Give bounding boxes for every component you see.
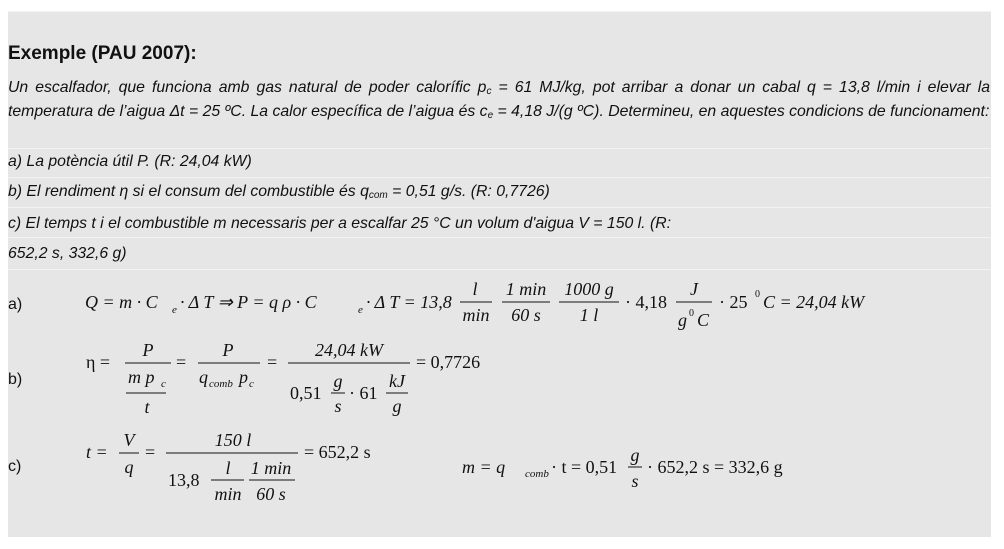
svg-text:p: p xyxy=(239,367,248,387)
svg-text:60 s: 60 s xyxy=(256,484,286,504)
svg-text:l: l xyxy=(225,458,231,478)
question-c-line2: 652,2 s, 332,6 g) xyxy=(8,245,127,262)
svg-text:· 25: · 25 xyxy=(719,292,748,312)
svg-text:q: q xyxy=(199,367,208,387)
question-b: b) El rendiment η si el consum del combustible és $q_{com} = 0,51$ g/s. (R: 0,7726) xyxy=(8,183,550,201)
svg-text:e: e xyxy=(172,304,177,316)
svg-text:C: C xyxy=(697,310,710,330)
svg-text:· t = 0,51: · t = 0,51 xyxy=(551,457,618,477)
svg-text:g: g xyxy=(630,445,640,465)
svg-text:0,51: 0,51 xyxy=(290,383,322,403)
svg-text:kJ: kJ xyxy=(389,371,405,391)
svg-text:60 s: 60 s xyxy=(511,305,541,325)
svg-text:P: P xyxy=(222,340,234,360)
svg-text:C = 24,04 kW: C = 24,04 kW xyxy=(763,292,865,312)
label-a: a) xyxy=(8,296,23,313)
svg-text:1 l: 1 l xyxy=(579,305,599,325)
svg-text:e: e xyxy=(358,304,363,316)
svg-text:· Δ T ⇒ P = q ρ · C: · Δ T ⇒ P = q ρ · C xyxy=(180,292,317,312)
svg-text:=: = xyxy=(267,352,278,372)
svg-text:150 l: 150 l xyxy=(214,430,252,450)
svg-text:min: min xyxy=(214,484,242,504)
svg-text:Q = m · C: Q = m · C xyxy=(85,292,158,312)
svg-text:=: = xyxy=(176,352,187,372)
svg-text:min: min xyxy=(462,305,490,325)
svg-text:g: g xyxy=(678,310,687,330)
svg-text:24,04 kW: 24,04 kW xyxy=(315,340,383,360)
svg-text:=: = xyxy=(145,442,156,462)
svg-text:g: g xyxy=(333,371,343,391)
question-a: a) La potència útil P. (R: 24,04 kW) xyxy=(8,153,252,170)
svg-text:P: P xyxy=(142,340,154,360)
svg-text:· 652,2 s = 332,6 g: · 652,2 s = 332,6 g xyxy=(647,457,783,477)
question-c-line1: c) El temps t i el combustible m necessaris per a escalfar 25 °C un volum d'aigua V = 150 l. (R: xyxy=(8,215,671,232)
svg-text:t: t xyxy=(144,397,150,417)
svg-text:0: 0 xyxy=(689,308,694,319)
svg-text:s: s xyxy=(334,396,342,416)
svg-text:= 652,2 s: = 652,2 s xyxy=(304,442,371,462)
svg-text:η =: η = xyxy=(86,352,111,372)
svg-text:· 61: · 61 xyxy=(349,383,378,403)
svg-text:g: g xyxy=(392,396,402,416)
svg-text:0: 0 xyxy=(755,289,760,300)
label-b: b) xyxy=(8,371,23,388)
equation-c xyxy=(8,11,991,537)
svg-text:m = q: m = q xyxy=(462,457,506,477)
example-panel xyxy=(8,11,991,537)
svg-text:· Δ T = 13,8: · Δ T = 13,8 xyxy=(366,292,452,312)
svg-text:comb: comb xyxy=(525,468,549,480)
svg-text:s: s xyxy=(631,471,639,491)
svg-text:= 0,7726: = 0,7726 xyxy=(416,352,481,372)
svg-text:13,8: 13,8 xyxy=(168,470,200,490)
example-heading: Exemple (PAU 2007): xyxy=(8,43,197,64)
svg-text:q: q xyxy=(124,457,134,477)
svg-text:c: c xyxy=(161,378,166,390)
problem-statement: Un escalfador, que funciona amb gas natural de poder calorífic $p_c = 61$ MJ/kg, pot arribar a donar un cabal q = 13,8 l/min i elevar la temperatura de l’aigua Δt = 25 ºC. La calor específica de l’aigua és $c_e = 4,18$ J/(g ºC). Determineu, en aquestes condicions de funcionament: xyxy=(8,79,991,121)
svg-text:· 4,18: · 4,18 xyxy=(625,292,667,312)
svg-text:V: V xyxy=(123,430,135,450)
svg-text:J: J xyxy=(690,279,698,299)
svg-text:m p: m p xyxy=(128,367,155,387)
svg-text:comb: comb xyxy=(209,378,233,390)
svg-text:1 min: 1 min xyxy=(250,458,292,478)
svg-text:c: c xyxy=(249,378,254,390)
svg-text:1 min: 1 min xyxy=(505,279,547,299)
svg-text:l: l xyxy=(472,279,478,299)
label-c: c) xyxy=(8,458,22,475)
svg-text:t =: t = xyxy=(86,442,108,462)
svg-text:1000 g: 1000 g xyxy=(564,279,614,299)
